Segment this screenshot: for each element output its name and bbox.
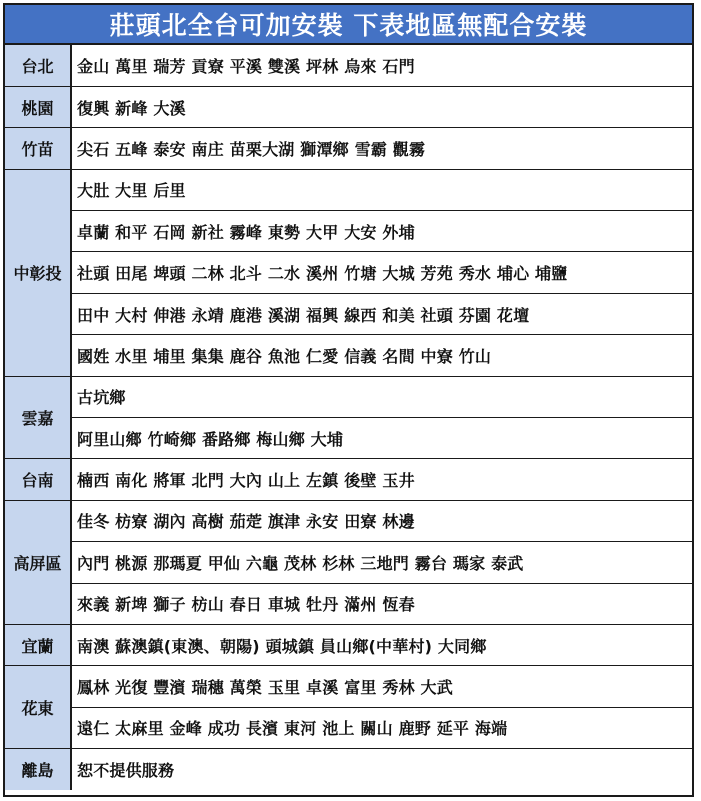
table-row [5,293,692,334]
region-name-cell: 台北 [5,45,71,86]
service-area-table [3,3,694,797]
region-name-cell: 離島 [5,749,71,790]
town-list-cell: 佳冬 枋寮 湖內 高樹 茄萣 旗津 永安 田寮 林邊 [71,500,692,541]
town-list-cell: 古坑鄉 [71,376,692,417]
table-row [5,583,692,624]
region-name-cell: 台南 [5,459,71,500]
town-list-cell: 社頭 田尾 埤頭 二林 北斗 二水 溪州 竹塘 大城 芳苑 秀水 埔心 埔鹽 [71,252,692,293]
table-row [5,128,692,169]
region-name-cell: 雲嘉 [5,376,71,459]
table-row [5,45,692,86]
table-row [5,624,692,665]
town-list-cell: 卓蘭 和平 石岡 新社 霧峰 東勢 大甲 大安 外埔 [71,211,692,252]
table-row [5,252,692,293]
town-list-cell: 阿里山鄉 竹崎鄉 番路鄉 梅山鄉 大埔 [71,418,692,459]
region-name-cell: 花東 [5,666,71,749]
table-row [5,169,692,210]
town-list-cell: 金山 萬里 瑞芳 貢寮 平溪 雙溪 坪林 烏來 石門 [71,45,692,86]
table-row [5,542,692,583]
region-name-cell: 高屏區 [5,500,71,624]
town-list-cell: 來義 新埤 獅子 枋山 春日 車城 牡丹 滿州 恆春 [71,583,692,624]
table-row [5,666,692,707]
table-row [5,211,692,252]
table-row [5,418,692,459]
region-name-cell: 中彰投 [5,169,71,376]
town-list-cell: 南澳 蘇澳鎮(東澳、朝陽) 頭城鎮 員山鄉(中華村) 大同鄉 [71,624,692,665]
table-row [5,500,692,541]
region-name-cell: 桃園 [5,86,71,127]
region-table [5,45,692,790]
table-row [5,335,692,376]
table-title: 莊頭北全台可加安裝 下表地區無配合安裝 [5,5,692,45]
town-list-cell: 內門 桃源 那瑪夏 甲仙 六龜 茂林 杉林 三地門 霧台 瑪家 泰武 [71,542,692,583]
table-row [5,749,692,790]
town-list-cell: 大肚 大里 后里 [71,169,692,210]
town-list-cell: 復興 新峰 大溪 [71,86,692,127]
town-list-cell: 遠仁 太麻里 金峰 成功 長濱 東河 池上 關山 鹿野 延平 海端 [71,707,692,748]
table-row [5,707,692,748]
town-list-cell: 鳳林 光復 豐濱 瑞穗 萬榮 玉里 卓溪 富里 秀林 大武 [71,666,692,707]
table-row [5,459,692,500]
region-name-cell: 宜蘭 [5,624,71,665]
town-list-cell: 尖石 五峰 泰安 南庄 苗栗大湖 獅潭鄉 雪霸 觀霧 [71,128,692,169]
town-list-cell: 田中 大村 伸港 永靖 鹿港 溪湖 福興 線西 和美 社頭 芬園 花壇 [71,293,692,334]
table-row [5,86,692,127]
table-row [5,376,692,417]
town-list-cell: 恕不提供服務 [71,749,692,790]
region-table-body [5,45,692,790]
town-list-cell: 楠西 南化 將軍 北門 大內 山上 左鎮 後壁 玉井 [71,459,692,500]
region-name-cell: 竹苗 [5,128,71,169]
town-list-cell: 國姓 水里 埔里 集集 鹿谷 魚池 仁愛 信義 名間 中寮 竹山 [71,335,692,376]
